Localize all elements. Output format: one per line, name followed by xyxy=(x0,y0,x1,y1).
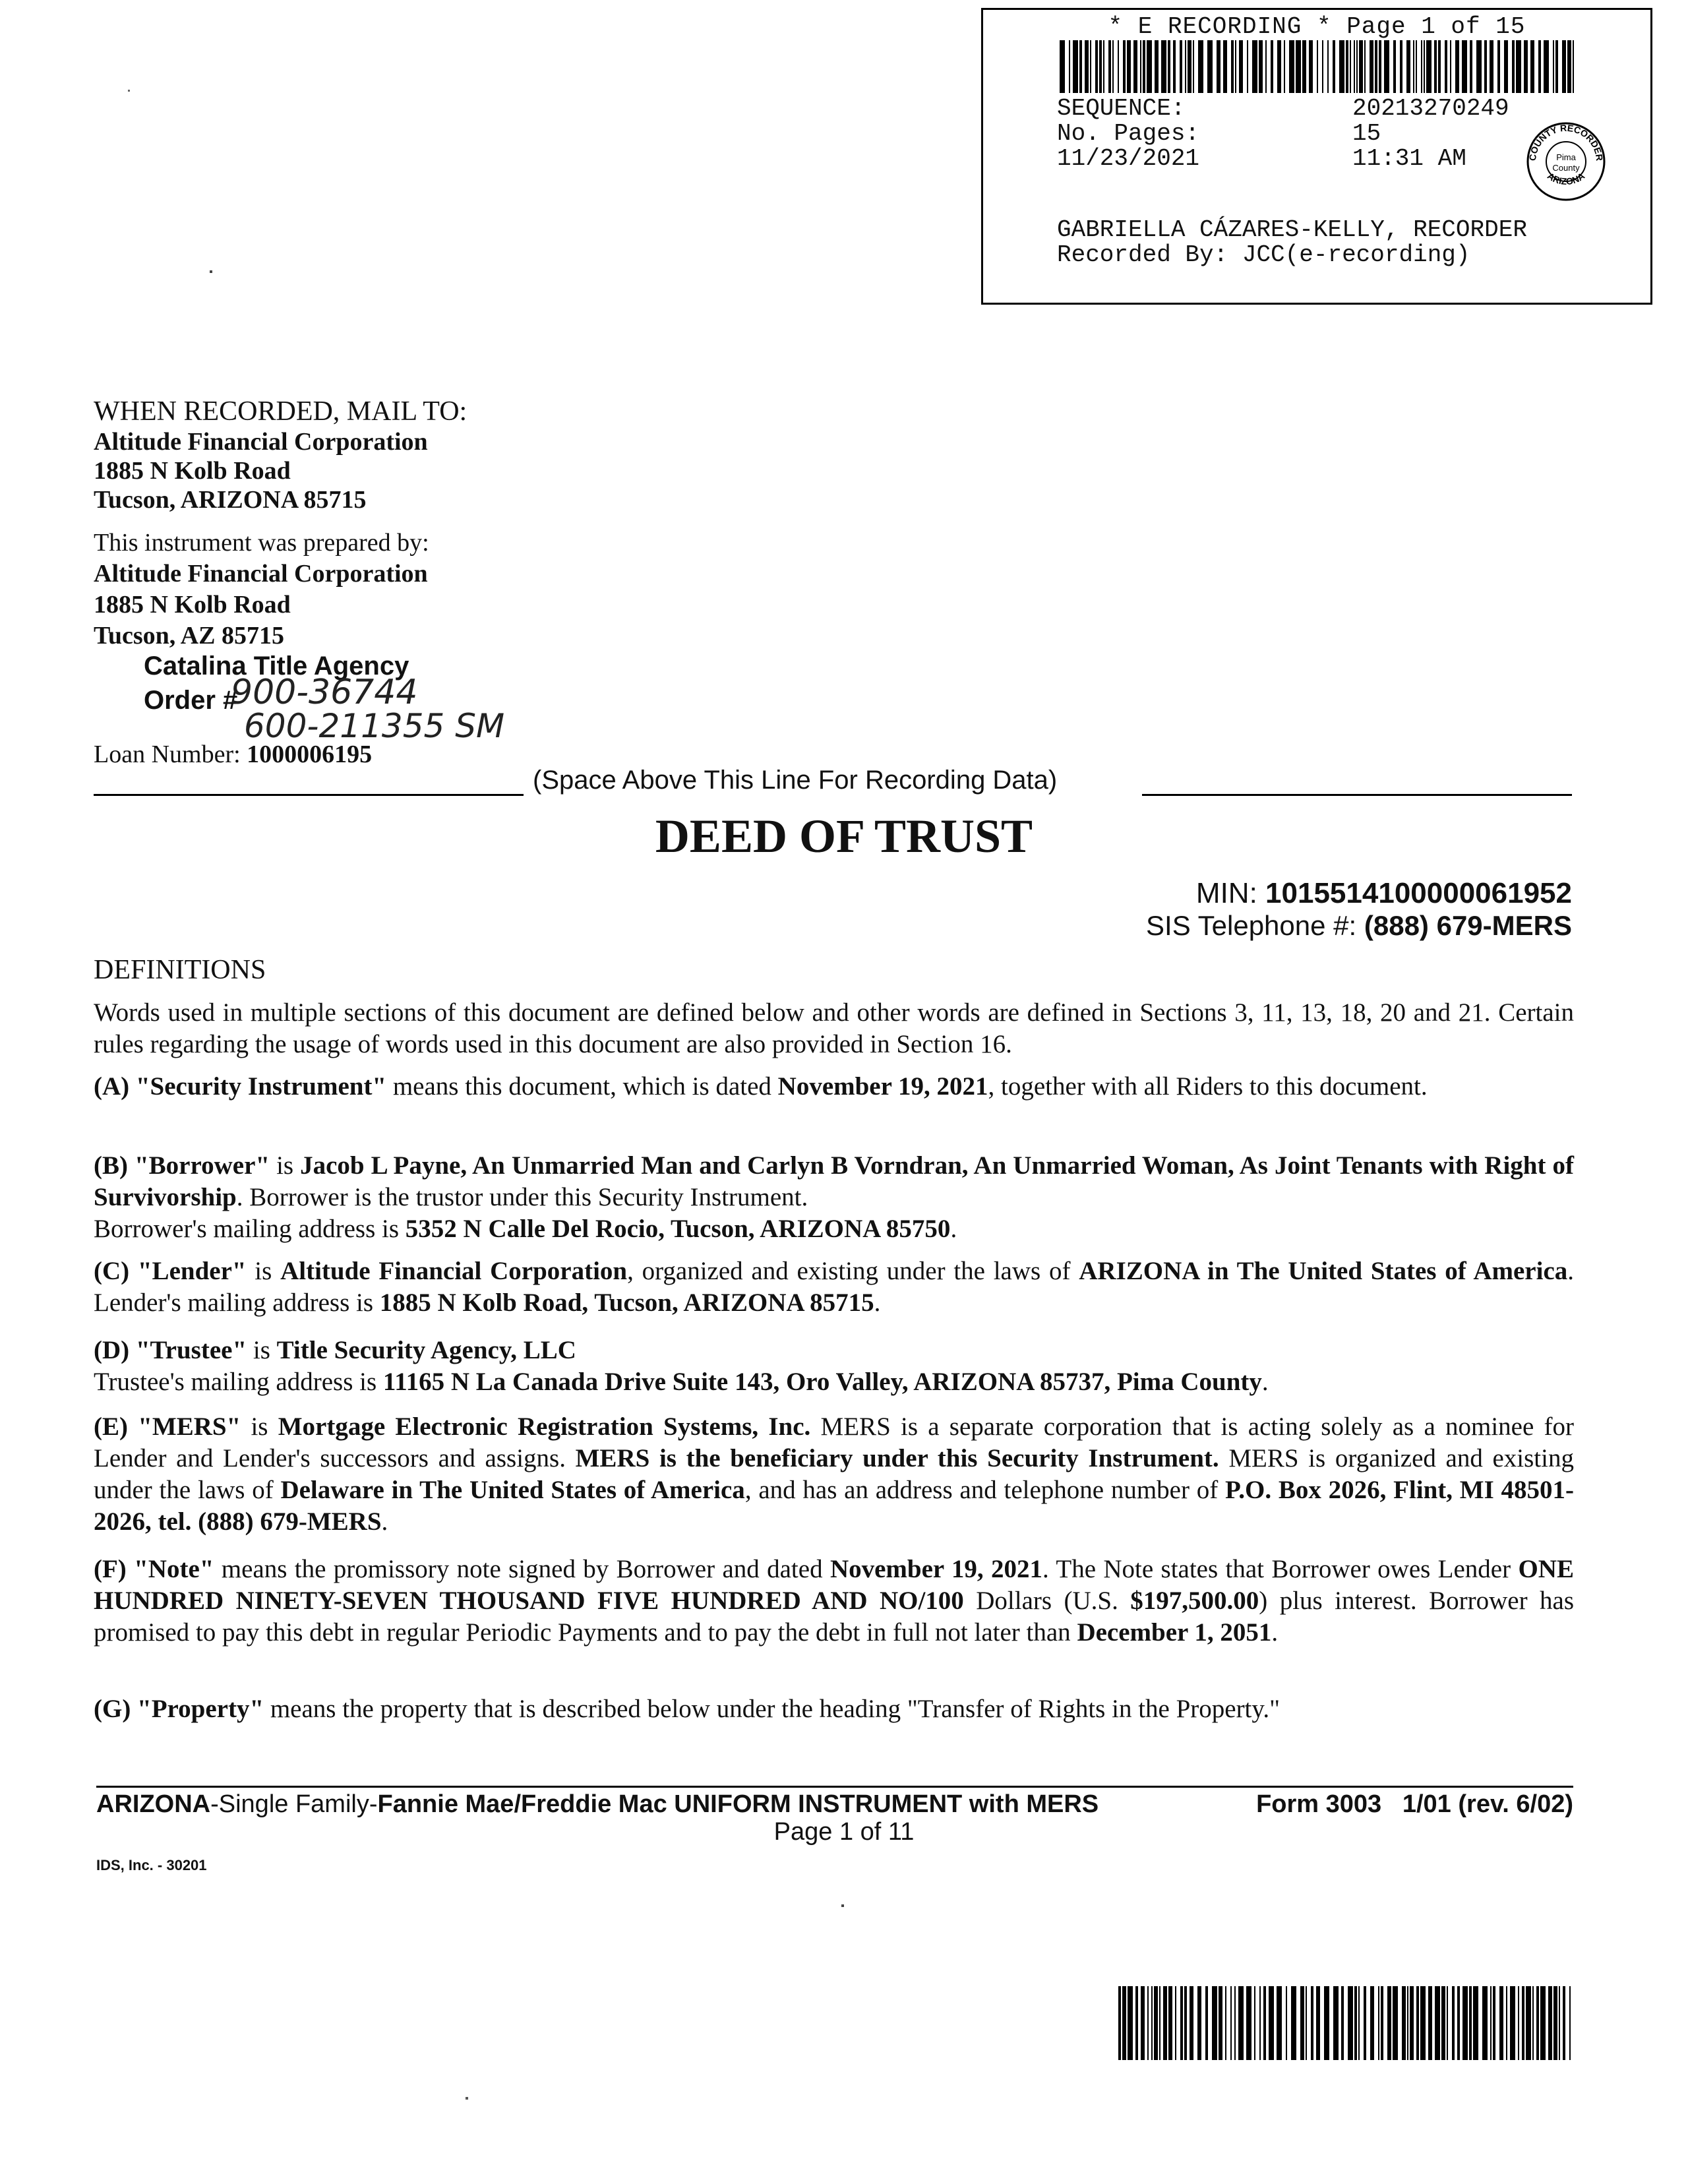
barcode-bar xyxy=(1302,40,1306,93)
barcode-bar xyxy=(1159,1986,1160,2060)
barcode-bar xyxy=(1364,40,1366,93)
loan-label: Loan Number: xyxy=(94,741,241,768)
barcode-bar xyxy=(1562,40,1566,93)
barcode-bar xyxy=(1341,1986,1344,2060)
barcode-bar xyxy=(1306,1986,1307,2060)
barcode-bar xyxy=(1490,1986,1492,2060)
barcode-bar xyxy=(1393,1986,1398,2060)
barcode-bar xyxy=(1122,1986,1126,2060)
barcode-bar xyxy=(1128,1986,1133,2060)
barcode-bar xyxy=(1317,40,1318,93)
barcode-bar xyxy=(1540,1986,1546,2060)
prepared-by-heading: This instrument was prepared by: xyxy=(94,529,429,557)
space-above-line-label: (Space Above This Line For Recording Data) xyxy=(533,766,1058,795)
barcode-bar xyxy=(1135,1986,1138,2060)
barcode-bar xyxy=(1127,40,1131,93)
barcode-bar xyxy=(1469,1986,1472,2060)
definition-b: (B) "Borrower" is Jacob L Payne, An Unmarried Man and Carlyn B Vorndran, An Unmarried Woman, As Joint Tenants with Right of Survivorship. Borrower is the trustor under this Security Instrument. Borrower's mailing address is 5352 N Calle Del Rocio, Tucson, ARIZONA 85750. xyxy=(94,1151,1575,1243)
barcode-bar xyxy=(1339,40,1344,93)
recording-stamp xyxy=(981,8,1652,305)
barcode-bar xyxy=(1457,1986,1460,2060)
order-number-handwritten: 900-36744 xyxy=(231,673,418,712)
scan-speck xyxy=(466,2097,468,2100)
barcode-bar xyxy=(1348,1986,1353,2060)
prepared-by-street: 1885 N Kolb Road xyxy=(94,591,291,619)
barcode-bar xyxy=(1378,1986,1379,2060)
barcode-bar xyxy=(1147,1986,1149,2060)
barcode-bar xyxy=(1510,1986,1515,2060)
svg-text:ARIZONA: ARIZONA xyxy=(1545,170,1587,187)
barcode-bar xyxy=(1155,40,1159,93)
barcode-bar xyxy=(1324,1986,1329,2060)
barcode-bar xyxy=(1381,1986,1383,2060)
prepared-by-block xyxy=(94,528,429,652)
barcode-bar xyxy=(1184,1986,1187,2060)
recording-line-left xyxy=(94,794,524,796)
barcode-bar xyxy=(1085,40,1089,93)
barcode-bar xyxy=(1473,1986,1478,2060)
recorded-by: Recorded By: JCC(e-recording) xyxy=(1057,241,1470,268)
barcode-bar xyxy=(1358,1986,1360,2060)
scan-speck xyxy=(128,90,130,92)
barcode-bar xyxy=(1118,40,1119,93)
sis-value: (888) 679-MERS xyxy=(1364,910,1572,941)
barcode-bar xyxy=(1168,1986,1172,2060)
barcode-bar xyxy=(1553,40,1554,93)
barcode-bar xyxy=(1462,40,1467,93)
barcode-bar xyxy=(1175,1986,1176,2060)
barcode-bar xyxy=(1387,1986,1391,2060)
barcode-bar xyxy=(1188,40,1191,93)
barcode-bar xyxy=(1512,40,1515,93)
barcode-bar xyxy=(1254,1986,1255,2060)
barcode-bar xyxy=(1286,1986,1287,2060)
barcode-bar xyxy=(1193,40,1194,93)
sequence-label: SEQUENCE: xyxy=(1057,95,1186,122)
sequence-value: 20213270249 xyxy=(1352,95,1509,122)
barcode-bar xyxy=(1271,40,1273,93)
recorder-name: GABRIELLA CÁZARES-KELLY, RECORDER xyxy=(1057,216,1527,243)
barcode-bar xyxy=(1406,40,1410,93)
barcode-bar xyxy=(1536,1986,1539,2060)
barcode-bar xyxy=(1532,1986,1534,2060)
barcode-bar xyxy=(1421,40,1422,93)
barcode-bar xyxy=(1504,40,1508,93)
barcode-bar xyxy=(1526,1986,1531,2060)
barcode-bar xyxy=(1277,40,1281,93)
definition-d: (D) "Trustee" is Title Security Agency, LLC Trustee's mailing address is 11165 N La Canada Drive Suite 143, Oro Valley, ARIZONA 85737, Pima County. xyxy=(94,1336,1269,1396)
barcode-bar xyxy=(1482,1986,1488,2060)
barcode-bar xyxy=(1493,1986,1495,2060)
min-value: 1015514100000061952 xyxy=(1265,877,1572,909)
barcode-bar xyxy=(1407,1986,1408,2060)
sis-line xyxy=(1146,910,1572,942)
footer-page: Page 1 of 11 xyxy=(773,1818,915,1846)
svg-text:Pima: Pima xyxy=(1556,152,1576,162)
barcode-bar xyxy=(1426,40,1432,93)
definition-g: (G) "Property" means the property that is described below under the heading "Transfer of Rights in the Property." xyxy=(94,1695,1281,1723)
prepared-by-city: Tucson, AZ 85715 xyxy=(94,622,284,650)
barcode-bar xyxy=(1410,1986,1414,2060)
barcode-bar xyxy=(1265,40,1267,93)
barcode-bar xyxy=(1447,1986,1448,2060)
barcode-bar xyxy=(1455,40,1459,93)
barcode-bar xyxy=(1185,40,1186,93)
barcode-bar xyxy=(1356,40,1358,93)
barcode-bar xyxy=(1490,40,1493,93)
barcode-bar xyxy=(1103,40,1104,93)
barcode-bar xyxy=(1450,40,1451,93)
barcode-bar xyxy=(1438,40,1441,93)
barcode-bar xyxy=(1402,1986,1406,2060)
document-barcode xyxy=(1118,1986,1575,2060)
barcode-bar xyxy=(1069,40,1070,93)
barcode-bar xyxy=(1530,40,1534,93)
definition-a: (A) "Security Instrument" means this document, which is dated November 19, 2021, together with all Riders to this document. xyxy=(94,1072,1428,1101)
barcode-bar xyxy=(1309,40,1313,93)
barcode-bar xyxy=(1416,1986,1419,2060)
barcode-bar xyxy=(1350,40,1351,93)
barcode-bar xyxy=(1441,1986,1445,2060)
barcode-bar xyxy=(1108,40,1111,93)
barcode-bar xyxy=(1375,40,1377,93)
footer-form: Form 3003 1/01 (rev. 6/02) xyxy=(1256,1790,1573,1818)
barcode-bar xyxy=(1212,1986,1217,2060)
document-title: DEED OF TRUST xyxy=(655,810,1033,863)
loan-number xyxy=(94,740,372,769)
barcode-bar xyxy=(1462,1986,1468,2060)
barcode-bar xyxy=(1207,40,1213,93)
mail-to-name: Altitude Financial Corporation xyxy=(94,428,428,456)
barcode-bar xyxy=(1559,1986,1560,2060)
mail-to-heading: WHEN RECORDED, MAIL TO: xyxy=(94,396,467,427)
barcode-bar xyxy=(1247,40,1248,93)
definition-e: (E) "MERS" is Mortgage Electronic Registration Systems, Inc. MERS is a separate corporation that is acting solely as a nominee for Lender and Lender's successors and assigns. MERS is the beneficiary under this Security Instrument. MERS is organized and existing under the laws of Delaware in The United States of America, and has an address and telephone number of P.O. Box 2026, Flint, MI 48501-2026, tel. (888) 679-MERS. xyxy=(94,1412,1575,1536)
footer-rule xyxy=(96,1786,1573,1788)
barcode-bar xyxy=(1322,40,1323,93)
barcode-bar xyxy=(1416,40,1417,93)
min-label: MIN: xyxy=(1195,877,1257,909)
footer-ids: IDS, Inc. - 30201 xyxy=(96,1857,207,1873)
barcode-bar xyxy=(1516,40,1521,93)
mail-to-city: Tucson, ARIZONA 85715 xyxy=(94,486,367,514)
barcode-bar xyxy=(1118,1986,1121,2060)
barcode-bar xyxy=(1518,1986,1519,2060)
sis-label: SIS Telephone #: xyxy=(1146,910,1357,941)
barcode-bar xyxy=(1544,40,1549,93)
barcode-bar xyxy=(1259,40,1263,93)
barcode-bar xyxy=(1197,1986,1201,2060)
loan-value: 1000006195 xyxy=(247,741,373,768)
scan-speck xyxy=(841,1904,844,1907)
barcode-bar xyxy=(1123,40,1126,93)
barcode-bar xyxy=(1424,40,1425,93)
pages-label: No. Pages: xyxy=(1057,120,1200,147)
barcode-bar xyxy=(1538,40,1541,93)
barcode-bar xyxy=(1379,40,1381,93)
barcode-bar xyxy=(1277,1986,1282,2060)
barcode-bar xyxy=(1497,40,1500,93)
prepared-by-name: Altitude Financial Corporation xyxy=(94,560,428,588)
barcode-bar xyxy=(1289,40,1294,93)
barcode-bar xyxy=(1555,40,1558,93)
barcode-bar xyxy=(1573,40,1574,93)
barcode-bar xyxy=(1346,40,1348,93)
barcode-bar xyxy=(1143,40,1145,93)
recording-line-right xyxy=(1142,794,1572,796)
barcode-bar xyxy=(1428,1986,1432,2060)
barcode-bar xyxy=(1445,40,1447,93)
barcode-bar xyxy=(1140,40,1141,93)
barcode-bar xyxy=(1284,40,1285,93)
barcode-bar xyxy=(1370,1986,1374,2060)
barcode-bar xyxy=(1073,40,1078,93)
barcode-bar xyxy=(1163,1986,1167,2060)
barcode-bar xyxy=(1219,1986,1222,2060)
min-line xyxy=(1196,877,1572,910)
definition-f: (F) "Note" means the promissory note signed by Borrower and dated November 19, 2021. The Note states that Borrower owes Lender ONE HUNDRED NINETY-SEVEN THOUSAND FIVE HUNDRED AND NO/100 Dollars (U.S. $197,500.00) plus interest. Borrower has promised to pay this debt in regular Periodic Payments and to pay the debt in full not later than December 1, 2051. xyxy=(94,1555,1574,1647)
barcode-bar xyxy=(1484,40,1487,93)
barcode-bar xyxy=(1238,1986,1244,2060)
barcode-bar xyxy=(1259,1986,1261,2060)
barcode-bar xyxy=(1230,1986,1232,2060)
barcode-bar xyxy=(1217,40,1221,93)
barcode-bar xyxy=(1400,40,1402,93)
barcode-bar xyxy=(1300,1986,1304,2060)
barcode-bar xyxy=(1099,40,1102,93)
barcode-bar xyxy=(1452,1986,1455,2060)
barcode-bar xyxy=(1563,1986,1565,2060)
title-agency: Catalina Title Agency xyxy=(144,652,409,681)
definitions-heading: DEFINITIONS xyxy=(94,955,266,985)
barcode-bar xyxy=(1567,40,1571,93)
barcode-bar xyxy=(1393,40,1396,93)
barcode-bar xyxy=(1522,1986,1524,2060)
barcode-bar xyxy=(1548,1986,1552,2060)
barcode-bar xyxy=(1141,1986,1145,2060)
barcode-bar xyxy=(1112,40,1114,93)
barcode-bar xyxy=(1296,40,1301,93)
barcode-bar xyxy=(1180,1986,1183,2060)
definition-c: (C) "Lender" is Altitude Financial Corporation, organized and existing under the laws of ARIZONA in The United States of America. Lender's mailing address is 1885 N Kolb Road, Tucson, ARIZONA 85715. xyxy=(94,1257,1575,1317)
barcode-bar xyxy=(1239,40,1243,93)
mail-to-street: 1885 N Kolb Road xyxy=(94,457,291,485)
scan-speck xyxy=(210,270,212,273)
barcode-bar xyxy=(1384,40,1389,93)
barcode-bar xyxy=(1506,1986,1507,2060)
mail-to-block xyxy=(94,396,467,514)
barcode-bar xyxy=(1311,1986,1313,2060)
barcode-bar xyxy=(1316,1986,1320,2060)
barcode-bar xyxy=(1553,1986,1557,2060)
barcode-bar xyxy=(1524,40,1528,93)
barcode-bar xyxy=(1235,40,1236,93)
barcode-bar xyxy=(1151,1986,1153,2060)
barcode-bar xyxy=(1090,40,1091,93)
barcode-bar xyxy=(1333,40,1335,93)
barcode-bar xyxy=(1364,1986,1366,2060)
second-order-handwritten: 600-211355 SM xyxy=(244,707,505,745)
barcode-bar xyxy=(1499,1986,1503,2060)
barcode-bar xyxy=(1252,40,1257,93)
barcode-bar xyxy=(1168,40,1170,93)
barcode-bar xyxy=(1173,40,1176,93)
county-recorder-seal-icon xyxy=(1525,121,1607,202)
pages-value: 15 xyxy=(1352,120,1381,147)
barcode-bar xyxy=(1370,40,1373,93)
barcode-bar xyxy=(1434,40,1437,93)
barcode-bar xyxy=(1263,1986,1266,2060)
barcode-bar xyxy=(1269,1986,1274,2060)
barcode-bar xyxy=(1154,1986,1158,2060)
barcode-bar xyxy=(1354,40,1355,93)
barcode-bar xyxy=(1435,1986,1440,2060)
barcode-bar xyxy=(1147,40,1152,93)
definitions-intro: Words used in multiple sections of this document are defined below and other words are defined in Sections 3, 11, 13, 18, 20 and 21. Certain rules regarding the usage of words used in this document are also provided in Section 16. xyxy=(94,998,1574,1058)
barcode-bar xyxy=(1205,1986,1208,2060)
footer-instrument: ARIZONA-Single Family-Fannie Mae/Freddie Mac UNIFORM INSTRUMENT with MERS xyxy=(96,1790,1099,1818)
barcode-bar xyxy=(1359,40,1363,93)
record-date: 11/23/2021 xyxy=(1057,145,1200,172)
stamp-barcode xyxy=(1060,40,1574,93)
barcode-bar xyxy=(1569,1986,1571,2060)
barcode-bar xyxy=(1198,40,1203,93)
barcode-bar xyxy=(1133,40,1137,93)
barcode-bar xyxy=(1234,1986,1236,2060)
barcode-bar xyxy=(1231,40,1234,93)
barcode-bar xyxy=(1333,1986,1339,2060)
barcode-bar xyxy=(1246,1986,1251,2060)
barcode-bar xyxy=(1354,1986,1357,2060)
barcode-bar xyxy=(1291,1986,1296,2060)
barcode-bar xyxy=(1161,40,1166,93)
barcode-bar xyxy=(1079,40,1082,93)
order-label: Order # xyxy=(144,686,238,715)
record-time: 11:31 AM xyxy=(1352,145,1466,172)
barcode-bar xyxy=(1060,40,1065,93)
barcode-bar xyxy=(1476,40,1482,93)
barcode-bar xyxy=(1413,40,1414,93)
barcode-bar xyxy=(1327,40,1329,93)
barcode-bar xyxy=(1420,1986,1426,2060)
svg-text:COUNTY RECORDER: COUNTY RECORDER xyxy=(1526,122,1606,162)
barcode-bar xyxy=(1223,40,1227,93)
barcode-bar xyxy=(1190,1986,1193,2060)
barcode-bar xyxy=(1095,40,1098,93)
stamp-header: * E RECORDING * Page 1 of 15 xyxy=(1108,13,1526,40)
barcode-bar xyxy=(1180,40,1182,93)
svg-text:County: County xyxy=(1552,163,1580,173)
barcode-bar xyxy=(1225,1986,1226,2060)
barcode-bar xyxy=(1470,40,1472,93)
